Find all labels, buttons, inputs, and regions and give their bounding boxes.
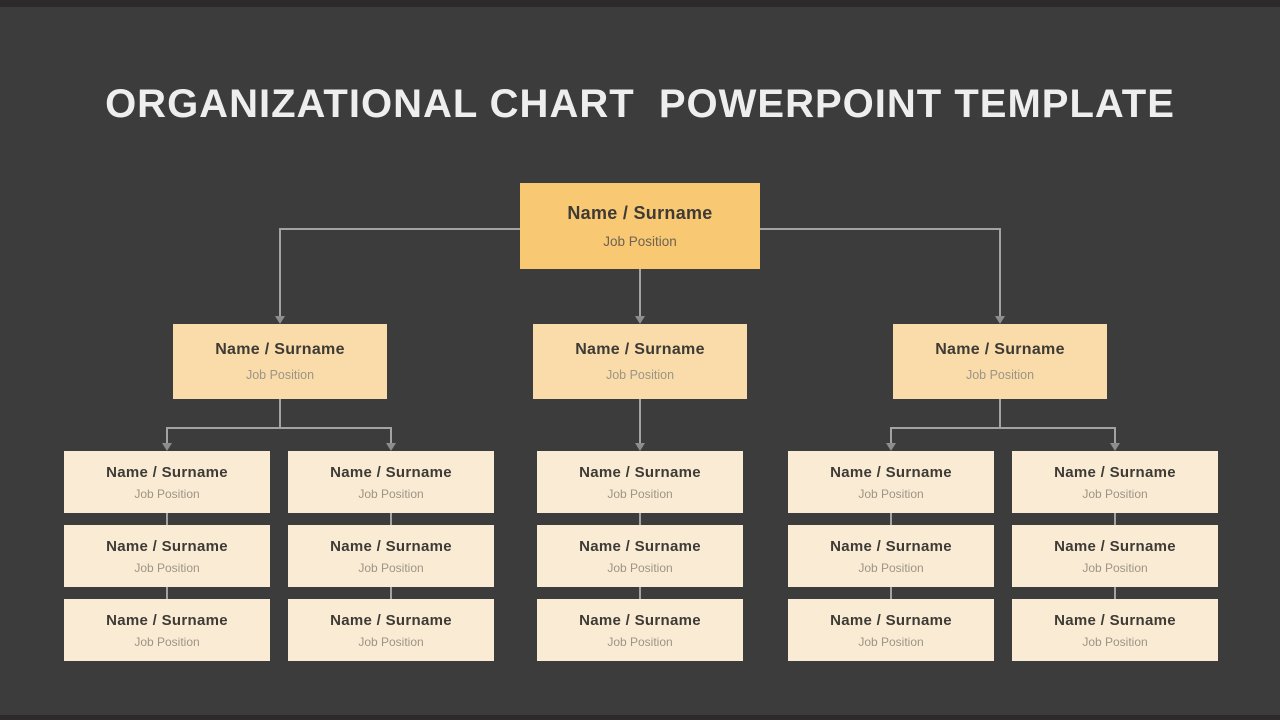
connector-to-team-1	[166, 427, 168, 443]
connector-member-link	[639, 587, 641, 599]
org-node-member	[1012, 599, 1218, 661]
org-node-member	[64, 525, 270, 587]
person-name: Name / Surname	[215, 341, 345, 358]
connector-to-team-4	[890, 427, 892, 443]
person-name: Name / Surname	[106, 611, 228, 629]
person-position: Job Position	[605, 368, 675, 382]
slide-title: ORGANIZATIONAL CHART POWERPOINT TEMPLATE	[105, 82, 1175, 126]
person-position: Job Position	[858, 560, 924, 575]
connector-arrow-down	[162, 443, 172, 451]
person-name: Name / Surname	[330, 463, 452, 481]
org-node-member	[788, 599, 994, 661]
person-name: Name / Surname	[579, 611, 701, 629]
connector-member-link	[1114, 513, 1116, 525]
org-node-ceo	[520, 183, 760, 269]
connector-member-link	[166, 587, 168, 599]
connector-arrow-down	[635, 316, 645, 324]
person-name: Name / Surname	[330, 611, 452, 629]
connector-member-link	[890, 587, 892, 599]
person-position: Job Position	[245, 368, 315, 382]
connector-manager1-down	[279, 399, 281, 427]
org-node-member	[537, 599, 743, 661]
connector-member-link	[890, 513, 892, 525]
connector-arrow-down	[275, 316, 285, 324]
bottom-edge-bar	[0, 715, 1280, 720]
person-name: Name / Surname	[1054, 611, 1176, 629]
connector-member-link	[639, 513, 641, 525]
person-position: Job Position	[358, 634, 424, 649]
connector-to-team-5	[1114, 427, 1116, 443]
org-node-member	[64, 599, 270, 661]
person-name: Name / Surname	[106, 463, 228, 481]
connector-member-link	[1114, 587, 1116, 599]
connector-member-link	[166, 513, 168, 525]
person-position: Job Position	[358, 486, 424, 501]
org-node-member	[288, 599, 494, 661]
person-name: Name / Surname	[830, 463, 952, 481]
org-node-member	[537, 451, 743, 513]
connector-manager3-down	[999, 399, 1001, 427]
person-name: Name / Surname	[830, 611, 952, 629]
person-position: Job Position	[134, 560, 200, 575]
person-name: Name / Surname	[575, 341, 705, 358]
org-node-member	[288, 451, 494, 513]
connector-root-to-manager-1	[279, 228, 281, 316]
connector-root-to-manager-2	[639, 269, 641, 316]
person-name: Name / Surname	[106, 537, 228, 555]
org-node-manager-1	[173, 324, 387, 399]
top-edge-bar	[0, 0, 1280, 7]
person-name: Name / Surname	[830, 537, 952, 555]
person-name: Name / Surname	[567, 203, 713, 223]
person-position: Job Position	[603, 234, 677, 249]
connector-arrow-down	[635, 443, 645, 451]
org-node-member	[537, 525, 743, 587]
org-node-member	[788, 525, 994, 587]
person-position: Job Position	[607, 486, 673, 501]
person-position: Job Position	[1082, 486, 1148, 501]
org-node-member	[288, 525, 494, 587]
connector-manager3-horizontal	[891, 427, 1115, 429]
connector-arrow-down	[886, 443, 896, 451]
connector-to-team-2	[390, 427, 392, 443]
connector-root-to-manager-3	[999, 228, 1001, 316]
person-position: Job Position	[607, 634, 673, 649]
connector-manager1-horizontal	[167, 427, 391, 429]
org-node-member	[64, 451, 270, 513]
connector-member-link	[390, 587, 392, 599]
person-position: Job Position	[134, 634, 200, 649]
org-node-manager-3	[893, 324, 1107, 399]
person-position: Job Position	[965, 368, 1035, 382]
connector-member-link	[390, 513, 392, 525]
person-name: Name / Surname	[1054, 463, 1176, 481]
connector-to-team-3	[639, 399, 641, 443]
org-node-member	[788, 451, 994, 513]
person-name: Name / Surname	[579, 537, 701, 555]
person-name: Name / Surname	[935, 341, 1065, 358]
org-node-member	[1012, 525, 1218, 587]
org-node-member	[1012, 451, 1218, 513]
person-name: Name / Surname	[330, 537, 452, 555]
person-position: Job Position	[1082, 560, 1148, 575]
org-node-manager-2	[533, 324, 747, 399]
connector-arrow-down	[386, 443, 396, 451]
connector-arrow-down	[1110, 443, 1120, 451]
person-name: Name / Surname	[579, 463, 701, 481]
person-position: Job Position	[358, 560, 424, 575]
person-name: Name / Surname	[1054, 537, 1176, 555]
person-position: Job Position	[134, 486, 200, 501]
person-position: Job Position	[858, 486, 924, 501]
person-position: Job Position	[1082, 634, 1148, 649]
connector-arrow-down	[995, 316, 1005, 324]
person-position: Job Position	[607, 560, 673, 575]
person-position: Job Position	[858, 634, 924, 649]
